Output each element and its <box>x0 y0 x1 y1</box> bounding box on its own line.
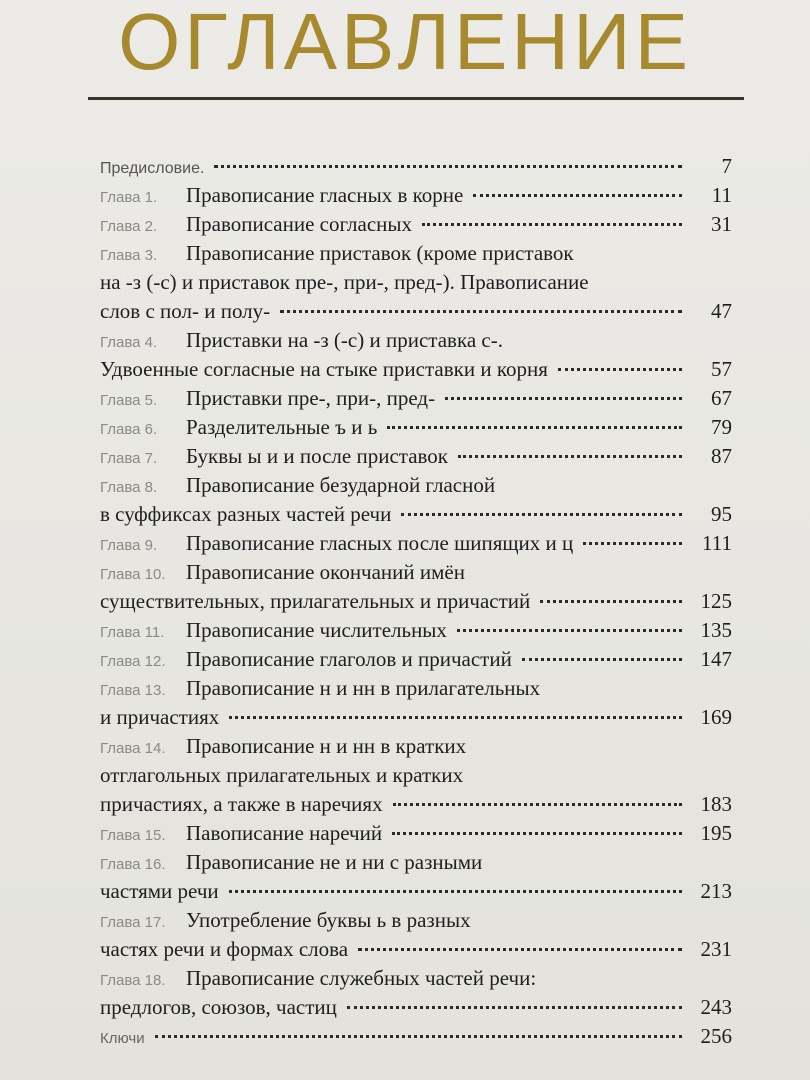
chapter-title: Буквы ы и и после приставок <box>186 444 449 468</box>
chapter-label: Глава 12. <box>100 653 166 670</box>
page-number: 87 <box>711 444 732 468</box>
page-number: 31 <box>711 212 732 236</box>
chapter-title: Разделительные ъ и ь <box>186 415 378 439</box>
toc-line <box>100 415 732 444</box>
toc-line <box>100 270 732 299</box>
page-number: 183 <box>700 792 732 816</box>
page-number: 125 <box>700 589 732 613</box>
page-number: 57 <box>711 357 732 381</box>
toc-line <box>100 879 732 908</box>
toc-line <box>100 821 732 850</box>
dot-leader <box>522 658 682 661</box>
toc-line <box>100 386 732 415</box>
chapter-label: Глава 8. <box>100 479 158 496</box>
chapter-label: Глава 10. <box>100 566 166 583</box>
dot-leader <box>392 832 682 835</box>
page-number: 67 <box>711 386 732 410</box>
toc-line <box>100 647 732 676</box>
chapter-label: Глава 5. <box>100 392 158 409</box>
chapter-label: Глава 13. <box>100 682 166 699</box>
chapter-title: Правописание не и ни с разными <box>186 850 483 874</box>
chapter-label: Глава 11. <box>100 624 165 641</box>
toc-line <box>100 1024 732 1053</box>
chapter-label: Глава 7. <box>100 450 158 467</box>
chapter-title: Правописание н и нн в прилагательных <box>186 676 541 700</box>
page-number: 11 <box>711 183 732 207</box>
toc-line <box>100 792 732 821</box>
page-number: 95 <box>711 502 732 526</box>
toc-line <box>100 183 732 212</box>
toc-line <box>100 763 732 792</box>
chapter-title: в суффиксах разных частей речи <box>100 502 392 526</box>
toc-line <box>100 850 732 879</box>
toc-line <box>100 444 732 473</box>
chapter-label: Глава 9. <box>100 537 158 554</box>
chapter-title: отглагольных прилагательных и кратких <box>100 763 464 787</box>
dot-leader <box>347 1006 682 1009</box>
dot-leader <box>393 803 682 806</box>
chapter-label: Ключи <box>100 1030 145 1047</box>
chapter-label: Глава 14. <box>100 740 166 757</box>
dot-leader <box>358 948 682 951</box>
toc-line <box>100 676 732 705</box>
page-number: 111 <box>702 531 732 555</box>
chapter-title: Правописание согласных <box>186 212 413 236</box>
toc-line <box>100 154 732 183</box>
chapter-title: Удвоенные согласные на стыке приставки и корня <box>100 357 548 381</box>
page-number: 147 <box>700 647 732 671</box>
table-of-contents <box>100 154 732 1053</box>
chapter-title: Правописание гласных после шипящих и ц <box>186 531 574 555</box>
toc-line <box>100 531 732 560</box>
page-number: 213 <box>700 879 732 903</box>
chapter-label: Предисловие. <box>100 160 205 177</box>
chapter-title: и причастиях <box>100 705 220 729</box>
toc-line <box>100 966 732 995</box>
dot-leader <box>458 455 682 458</box>
chapter-title: Правописание окончаний имён <box>186 560 465 584</box>
toc-line <box>100 908 732 937</box>
chapter-label: Глава 1. <box>100 189 158 206</box>
toc-line <box>100 328 732 357</box>
chapter-title: Приставки пре-, при-, пред- <box>186 386 436 410</box>
dot-leader <box>229 716 682 719</box>
toc-line <box>100 560 732 589</box>
chapter-label: Глава 16. <box>100 856 166 873</box>
dot-leader <box>422 223 682 226</box>
chapter-title: существительных, прилагательных и причастий <box>100 589 531 613</box>
page-number: 256 <box>700 1024 732 1048</box>
chapter-label: Глава 6. <box>100 421 158 438</box>
dot-leader <box>214 165 682 168</box>
dot-leader <box>280 310 682 313</box>
chapter-title: Правописание приставок (кроме приставок <box>186 241 574 265</box>
page-number: 231 <box>700 937 732 961</box>
page-number: 195 <box>700 821 732 845</box>
page-title: ОГЛАВЛЕНИЕ <box>118 0 692 86</box>
chapter-title: Правописание числительных <box>186 618 447 642</box>
chapter-title: Приставки на -з (-с) и приставка с-. <box>186 328 503 352</box>
toc-line <box>100 589 732 618</box>
toc-line <box>100 502 732 531</box>
dot-leader <box>229 890 682 893</box>
chapter-label: Глава 18. <box>100 972 166 989</box>
toc-line <box>100 705 732 734</box>
chapter-title: слов с пол- и полу- <box>100 299 271 323</box>
dot-leader <box>558 368 682 371</box>
toc-line <box>100 299 732 328</box>
dot-leader <box>387 426 682 429</box>
chapter-title: причастиях, а также в наречиях <box>100 792 383 816</box>
page-number: 243 <box>700 995 732 1019</box>
dot-leader <box>540 600 682 603</box>
toc-line <box>100 212 732 241</box>
chapter-title: предлогов, союзов, частиц <box>100 995 337 1019</box>
chapter-title: Правописание безударной гласной <box>186 473 496 497</box>
dot-leader <box>473 194 682 197</box>
chapter-label: Глава 2. <box>100 218 158 235</box>
dot-leader <box>457 629 682 632</box>
chapter-title: Павописание наречий <box>186 821 383 845</box>
toc-line <box>100 473 732 502</box>
chapter-title: Правописание гласных в корне <box>186 183 464 207</box>
page-number: 135 <box>700 618 732 642</box>
chapter-label: Глава 15. <box>100 827 166 844</box>
chapter-label: Глава 4. <box>100 334 158 351</box>
dot-leader <box>445 397 682 400</box>
page-number: 47 <box>711 299 732 323</box>
chapter-label: Глава 3. <box>100 247 158 264</box>
chapter-title: на -з (-с) и приставок пре-, при-, пред-). Правописание <box>100 270 589 294</box>
chapter-title: частями речи <box>100 879 219 903</box>
toc-line <box>100 357 732 386</box>
chapter-title: частях речи и формах слова <box>100 937 349 961</box>
page-number: 7 <box>721 154 732 178</box>
toc-line <box>100 995 732 1024</box>
toc-line <box>100 241 732 270</box>
toc-line <box>100 618 732 647</box>
toc-line <box>100 734 732 763</box>
dot-leader <box>583 542 682 545</box>
chapter-title: Правописание служебных частей речи: <box>186 966 537 990</box>
chapter-title: Употребление буквы ь в разных <box>186 908 471 932</box>
chapter-label: Глава 17. <box>100 914 166 931</box>
chapter-title: Правописание н и нн в кратких <box>186 734 467 758</box>
dot-leader <box>401 513 682 516</box>
title-divider <box>88 97 744 100</box>
page-number: 79 <box>711 415 732 439</box>
toc-line <box>100 937 732 966</box>
chapter-title: Правописание глаголов и причастий <box>186 647 512 671</box>
dot-leader <box>155 1035 682 1038</box>
page-number: 169 <box>700 705 732 729</box>
